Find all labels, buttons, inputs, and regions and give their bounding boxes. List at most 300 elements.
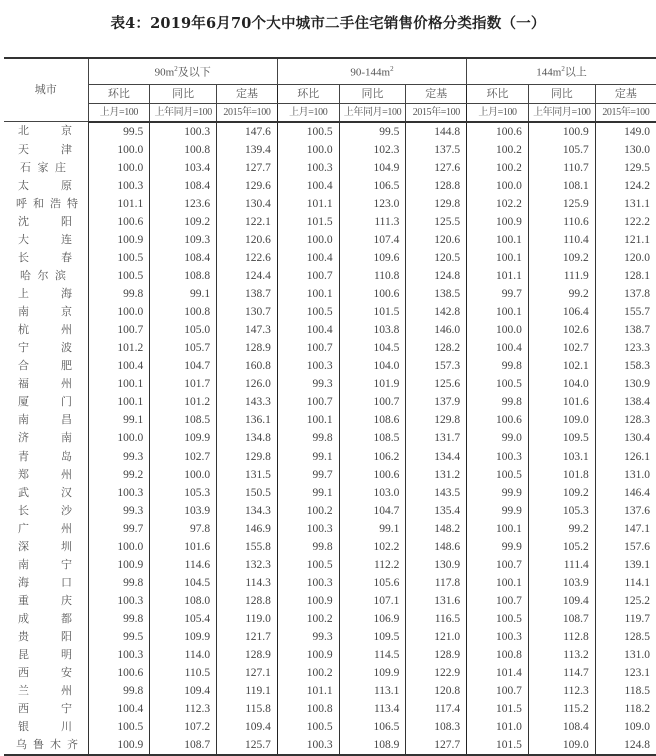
base-label-yoy: 上年同月=100 bbox=[150, 103, 217, 122]
value-cell: 130.9 bbox=[595, 375, 656, 393]
value-cell: 123.1 bbox=[595, 664, 656, 682]
value-cell: 105.7 bbox=[150, 339, 217, 357]
value-cell: 108.5 bbox=[339, 429, 406, 447]
value-cell: 100.5 bbox=[467, 610, 529, 628]
value-cell: 105.0 bbox=[150, 321, 217, 339]
value-cell: 99.1 bbox=[339, 520, 406, 538]
value-cell: 100.7 bbox=[339, 393, 406, 411]
subheader-fixed-base: 定基 bbox=[595, 84, 656, 103]
value-cell: 100.5 bbox=[467, 375, 529, 393]
value-cell: 121.7 bbox=[217, 628, 278, 646]
city-cell bbox=[4, 646, 88, 664]
value-cell: 109.9 bbox=[339, 664, 406, 682]
value-cell: 124.8 bbox=[595, 736, 656, 755]
value-cell: 101.5 bbox=[339, 303, 406, 321]
value-cell: 106.4 bbox=[528, 303, 595, 321]
city-name: 北京 bbox=[18, 125, 72, 138]
city-name: 青岛 bbox=[18, 450, 72, 463]
value-cell: 100.1 bbox=[277, 285, 339, 303]
table-row bbox=[4, 628, 656, 646]
value-cell: 146.4 bbox=[595, 484, 656, 502]
table-row bbox=[4, 520, 656, 538]
value-cell: 100.1 bbox=[467, 231, 529, 249]
value-cell: 102.7 bbox=[150, 448, 217, 466]
value-cell: 107.1 bbox=[339, 592, 406, 610]
value-cell: 118.2 bbox=[595, 700, 656, 718]
table-row bbox=[4, 429, 656, 447]
value-cell: 105.3 bbox=[528, 502, 595, 520]
value-cell: 138.4 bbox=[595, 393, 656, 411]
value-cell: 104.0 bbox=[528, 375, 595, 393]
value-cell: 100.2 bbox=[277, 664, 339, 682]
value-cell: 102.2 bbox=[467, 195, 529, 213]
value-cell: 114.5 bbox=[339, 646, 406, 664]
base-label-fixed-base: 2015年=100 bbox=[595, 103, 656, 122]
table-row bbox=[4, 122, 656, 141]
value-cell: 100.6 bbox=[467, 411, 529, 429]
value-cell: 99.1 bbox=[277, 448, 339, 466]
subheader-fixed-base: 定基 bbox=[406, 84, 467, 103]
value-cell: 109.9 bbox=[150, 429, 217, 447]
value-cell: 99.3 bbox=[88, 448, 150, 466]
value-cell: 100.2 bbox=[467, 141, 529, 159]
table-row bbox=[4, 141, 656, 159]
value-cell: 130.4 bbox=[595, 429, 656, 447]
value-cell: 100.9 bbox=[88, 556, 150, 574]
value-cell: 99.7 bbox=[277, 466, 339, 484]
city-name: 贵阳 bbox=[18, 630, 72, 643]
table-row bbox=[4, 231, 656, 249]
city-cell bbox=[4, 682, 88, 700]
city-cell bbox=[4, 556, 88, 574]
value-cell: 119.0 bbox=[217, 610, 278, 628]
value-cell: 104.0 bbox=[339, 357, 406, 375]
value-cell: 111.3 bbox=[339, 213, 406, 231]
value-cell: 131.1 bbox=[595, 195, 656, 213]
value-cell: 100.3 bbox=[467, 448, 529, 466]
value-cell: 109.0 bbox=[528, 736, 595, 755]
value-cell: 109.2 bbox=[528, 249, 595, 267]
value-cell: 143.3 bbox=[217, 393, 278, 411]
value-cell: 109.9 bbox=[150, 628, 217, 646]
value-cell: 101.6 bbox=[528, 393, 595, 411]
value-cell: 99.9 bbox=[467, 484, 529, 502]
value-cell: 101.5 bbox=[277, 213, 339, 231]
value-cell: 101.7 bbox=[150, 375, 217, 393]
city-name: 呼和浩特 bbox=[16, 197, 78, 210]
value-cell: 131.0 bbox=[595, 646, 656, 664]
value-cell: 99.5 bbox=[88, 628, 150, 646]
value-cell: 100.1 bbox=[88, 375, 150, 393]
value-cell: 100.4 bbox=[277, 249, 339, 267]
city-name: 长春 bbox=[18, 252, 72, 264]
value-cell: 101.9 bbox=[339, 375, 406, 393]
table-row bbox=[4, 321, 656, 339]
value-cell: 114.7 bbox=[528, 664, 595, 682]
value-cell: 106.9 bbox=[339, 610, 406, 628]
value-cell: 123.0 bbox=[339, 195, 406, 213]
city-cell bbox=[4, 267, 88, 285]
value-cell: 146.0 bbox=[406, 321, 467, 339]
city-name: 南宁 bbox=[18, 558, 72, 571]
group-header-144-above: $144m^2$以上 bbox=[467, 58, 656, 84]
value-cell: 101.1 bbox=[277, 682, 339, 700]
value-cell: 107.2 bbox=[150, 718, 217, 736]
value-cell: 108.4 bbox=[150, 177, 217, 195]
table-body bbox=[4, 122, 656, 756]
city-cell bbox=[4, 502, 88, 520]
base-label-yoy: 上年同月=100 bbox=[339, 103, 406, 122]
value-cell: 143.5 bbox=[406, 484, 467, 502]
value-cell: 109.4 bbox=[217, 718, 278, 736]
value-cell: 99.8 bbox=[88, 285, 150, 303]
value-cell: 120.5 bbox=[406, 249, 467, 267]
city-cell bbox=[4, 393, 88, 411]
table-row bbox=[4, 736, 656, 755]
subheader-yoy: 同比 bbox=[528, 84, 595, 103]
table-row bbox=[4, 538, 656, 556]
value-cell: 100.3 bbox=[277, 159, 339, 177]
value-cell: 100.2 bbox=[467, 159, 529, 177]
value-cell: 117.8 bbox=[406, 574, 467, 592]
table-row bbox=[4, 718, 656, 736]
value-cell: 104.9 bbox=[339, 159, 406, 177]
value-cell: 100.5 bbox=[88, 249, 150, 267]
value-cell: 124.2 bbox=[595, 177, 656, 195]
value-cell: 131.6 bbox=[406, 592, 467, 610]
value-cell: 108.0 bbox=[150, 592, 217, 610]
city-name: 郑州 bbox=[18, 468, 72, 481]
value-cell: 101.6 bbox=[150, 538, 217, 556]
value-cell: 100.6 bbox=[339, 466, 406, 484]
value-cell: 142.8 bbox=[406, 303, 467, 321]
table-header bbox=[4, 58, 656, 122]
value-cell: 100.7 bbox=[277, 267, 339, 285]
value-cell: 101.1 bbox=[467, 267, 529, 285]
value-cell: 109.0 bbox=[595, 718, 656, 736]
value-cell: 100.0 bbox=[88, 159, 150, 177]
value-cell: 114.6 bbox=[150, 556, 217, 574]
subheader-yoy: 同比 bbox=[339, 84, 406, 103]
city-name: 兰州 bbox=[18, 685, 72, 698]
city-name: 沈阳 bbox=[18, 215, 72, 228]
value-cell: 118.5 bbox=[595, 682, 656, 700]
value-cell: 128.9 bbox=[217, 339, 278, 357]
value-cell: 99.8 bbox=[277, 429, 339, 447]
value-cell: 129.8 bbox=[406, 411, 467, 429]
value-cell: 134.3 bbox=[217, 502, 278, 520]
value-cell: 100.3 bbox=[150, 122, 217, 141]
value-cell: 137.5 bbox=[406, 141, 467, 159]
value-cell: 100.9 bbox=[277, 646, 339, 664]
value-cell: 104.5 bbox=[150, 574, 217, 592]
table-row bbox=[4, 411, 656, 429]
value-cell: 103.9 bbox=[150, 502, 217, 520]
base-label-mom: 上月=100 bbox=[277, 103, 339, 122]
value-cell: 155.7 bbox=[595, 303, 656, 321]
value-cell: 119.1 bbox=[217, 682, 278, 700]
base-label-fixed-base: 2015年=100 bbox=[217, 103, 278, 122]
value-cell: 100.1 bbox=[467, 520, 529, 538]
table-row bbox=[4, 213, 656, 231]
value-cell: 100.4 bbox=[88, 357, 150, 375]
table-row bbox=[4, 574, 656, 592]
value-cell: 129.6 bbox=[217, 177, 278, 195]
value-cell: 104.7 bbox=[339, 502, 406, 520]
value-cell: 100.3 bbox=[277, 574, 339, 592]
value-cell: 102.3 bbox=[339, 141, 406, 159]
value-cell: 100.8 bbox=[150, 141, 217, 159]
value-cell: 110.6 bbox=[528, 213, 595, 231]
value-cell: 109.2 bbox=[528, 484, 595, 502]
value-cell: 128.8 bbox=[217, 592, 278, 610]
city-name: 海口 bbox=[18, 576, 72, 589]
value-cell: 100.2 bbox=[277, 502, 339, 520]
city-name: 宁波 bbox=[18, 342, 72, 355]
value-cell: 126.0 bbox=[217, 375, 278, 393]
value-cell: 106.2 bbox=[339, 448, 406, 466]
value-cell: 100.5 bbox=[467, 466, 529, 484]
value-cell: 103.1 bbox=[528, 448, 595, 466]
value-cell: 99.5 bbox=[88, 122, 150, 141]
value-cell: 100.3 bbox=[88, 177, 150, 195]
value-cell: 100.5 bbox=[277, 303, 339, 321]
value-cell: 127.6 bbox=[406, 159, 467, 177]
value-cell: 109.4 bbox=[528, 592, 595, 610]
city-cell bbox=[4, 574, 88, 592]
city-name: 西宁 bbox=[18, 703, 72, 716]
value-cell: 130.0 bbox=[595, 141, 656, 159]
value-cell: 113.4 bbox=[339, 700, 406, 718]
value-cell: 100.0 bbox=[88, 303, 150, 321]
value-cell: 114.1 bbox=[595, 574, 656, 592]
value-cell: 108.7 bbox=[528, 610, 595, 628]
value-cell: 100.1 bbox=[467, 303, 529, 321]
value-cell: 108.4 bbox=[150, 249, 217, 267]
city-cell bbox=[4, 303, 88, 321]
value-cell: 129.8 bbox=[217, 448, 278, 466]
value-cell: 101.5 bbox=[467, 700, 529, 718]
value-cell: 137.6 bbox=[595, 502, 656, 520]
value-cell: 109.6 bbox=[339, 249, 406, 267]
value-cell: 127.7 bbox=[406, 736, 467, 755]
value-cell: 132.3 bbox=[217, 556, 278, 574]
city-cell bbox=[4, 664, 88, 682]
value-cell: 100.2 bbox=[277, 610, 339, 628]
value-cell: 109.3 bbox=[150, 231, 217, 249]
city-cell bbox=[4, 249, 88, 267]
city-name: 哈尔滨 bbox=[20, 270, 66, 283]
value-cell: 108.5 bbox=[150, 411, 217, 429]
value-cell: 100.3 bbox=[88, 646, 150, 664]
value-cell: 100.4 bbox=[88, 700, 150, 718]
value-cell: 110.8 bbox=[339, 267, 406, 285]
value-cell: 101.2 bbox=[150, 393, 217, 411]
value-cell: 122.6 bbox=[217, 249, 278, 267]
value-cell: 108.6 bbox=[339, 411, 406, 429]
value-cell: 100.1 bbox=[88, 393, 150, 411]
value-cell: 100.5 bbox=[88, 718, 150, 736]
table-row bbox=[4, 610, 656, 628]
city-name: 广州 bbox=[18, 522, 72, 535]
city-cell bbox=[4, 610, 88, 628]
city-name: 厦门 bbox=[18, 396, 72, 409]
value-cell: 100.0 bbox=[277, 231, 339, 249]
value-cell: 104.7 bbox=[150, 357, 217, 375]
city-cell bbox=[4, 339, 88, 357]
city-name: 西安 bbox=[18, 667, 72, 680]
value-cell: 113.2 bbox=[528, 646, 595, 664]
value-cell: 99.1 bbox=[277, 484, 339, 502]
value-cell: 128.8 bbox=[406, 177, 467, 195]
city-name: 大连 bbox=[18, 233, 72, 246]
city-cell bbox=[4, 195, 88, 213]
city-cell bbox=[4, 538, 88, 556]
value-cell: 105.3 bbox=[150, 484, 217, 502]
value-cell: 125.7 bbox=[217, 736, 278, 755]
value-cell: 123.3 bbox=[595, 339, 656, 357]
table-row bbox=[4, 249, 656, 267]
value-cell: 99.3 bbox=[277, 375, 339, 393]
value-cell: 110.4 bbox=[528, 231, 595, 249]
city-cell bbox=[4, 375, 88, 393]
value-cell: 103.4 bbox=[150, 159, 217, 177]
city-name: 合肥 bbox=[18, 360, 72, 373]
table-row bbox=[4, 393, 656, 411]
value-cell: 124.8 bbox=[406, 267, 467, 285]
city-cell bbox=[4, 466, 88, 484]
value-cell: 125.5 bbox=[406, 213, 467, 231]
value-cell: 144.8 bbox=[406, 122, 467, 141]
value-cell: 103.0 bbox=[339, 484, 406, 502]
value-cell: 100.3 bbox=[88, 592, 150, 610]
value-cell: 100.6 bbox=[467, 122, 529, 141]
value-cell: 125.6 bbox=[406, 375, 467, 393]
value-cell: 101.2 bbox=[88, 339, 150, 357]
value-cell: 131.2 bbox=[406, 466, 467, 484]
value-cell: 99.9 bbox=[467, 502, 529, 520]
value-cell: 128.9 bbox=[217, 646, 278, 664]
city-cell bbox=[4, 700, 88, 718]
value-cell: 122.1 bbox=[217, 213, 278, 231]
value-cell: 100.3 bbox=[277, 357, 339, 375]
table-row bbox=[4, 556, 656, 574]
value-cell: 113.1 bbox=[339, 682, 406, 700]
value-cell: 130.9 bbox=[406, 556, 467, 574]
value-cell: 138.7 bbox=[595, 321, 656, 339]
value-cell: 137.9 bbox=[406, 393, 467, 411]
value-cell: 110.7 bbox=[528, 159, 595, 177]
city-column-header: 城市 bbox=[4, 58, 88, 122]
value-cell: 148.2 bbox=[406, 520, 467, 538]
value-cell: 128.9 bbox=[406, 646, 467, 664]
value-cell: 100.9 bbox=[467, 213, 529, 231]
value-cell: 128.3 bbox=[595, 411, 656, 429]
value-cell: 99.2 bbox=[528, 285, 595, 303]
city-name: 太原 bbox=[18, 179, 72, 192]
value-cell: 100.3 bbox=[88, 484, 150, 502]
city-cell bbox=[4, 718, 88, 736]
value-cell: 125.9 bbox=[528, 195, 595, 213]
value-cell: 130.4 bbox=[217, 195, 278, 213]
value-cell: 147.3 bbox=[217, 321, 278, 339]
table-row bbox=[4, 502, 656, 520]
city-cell bbox=[4, 177, 88, 195]
value-cell: 109.2 bbox=[150, 213, 217, 231]
value-cell: 108.7 bbox=[150, 736, 217, 755]
city-cell bbox=[4, 520, 88, 538]
value-cell: 120.8 bbox=[406, 682, 467, 700]
table-row bbox=[4, 285, 656, 303]
city-name: 重庆 bbox=[18, 594, 72, 607]
value-cell: 149.0 bbox=[595, 122, 656, 141]
table-row bbox=[4, 159, 656, 177]
value-cell: 99.7 bbox=[467, 285, 529, 303]
city-name: 天津 bbox=[18, 143, 72, 156]
city-cell bbox=[4, 448, 88, 466]
table-row bbox=[4, 664, 656, 682]
value-cell: 103.8 bbox=[339, 321, 406, 339]
value-cell: 116.5 bbox=[406, 610, 467, 628]
value-cell: 100.9 bbox=[88, 736, 150, 755]
subheader-mom: 环比 bbox=[88, 84, 150, 103]
table-title: 表4：2019年6月70个大中城市二手住宅销售价格分类指数（一） bbox=[110, 15, 546, 32]
value-cell: 100.8 bbox=[467, 646, 529, 664]
value-cell: 99.2 bbox=[528, 520, 595, 538]
subheader-fixed-base: 定基 bbox=[217, 84, 278, 103]
value-cell: 100.7 bbox=[467, 592, 529, 610]
value-cell: 109.0 bbox=[528, 411, 595, 429]
value-cell: 128.1 bbox=[595, 267, 656, 285]
value-cell: 157.3 bbox=[406, 357, 467, 375]
value-cell: 100.4 bbox=[277, 177, 339, 195]
value-cell: 106.5 bbox=[339, 177, 406, 195]
value-cell: 99.0 bbox=[467, 429, 529, 447]
value-cell: 139.4 bbox=[217, 141, 278, 159]
city-name: 南昌 bbox=[18, 414, 72, 427]
value-cell: 129.8 bbox=[406, 195, 467, 213]
table-row bbox=[4, 267, 656, 285]
value-cell: 112.8 bbox=[528, 628, 595, 646]
table-row bbox=[4, 339, 656, 357]
city-name: 上海 bbox=[18, 288, 72, 301]
value-cell: 127.7 bbox=[217, 159, 278, 177]
city-cell bbox=[4, 628, 88, 646]
value-cell: 119.7 bbox=[595, 610, 656, 628]
value-cell: 100.0 bbox=[88, 538, 150, 556]
value-cell: 99.8 bbox=[467, 393, 529, 411]
value-cell: 101.8 bbox=[528, 466, 595, 484]
value-cell: 128.5 bbox=[595, 628, 656, 646]
base-label-mom: 上月=100 bbox=[88, 103, 150, 122]
table-row bbox=[4, 682, 656, 700]
value-cell: 101.5 bbox=[467, 736, 529, 755]
value-cell: 99.8 bbox=[277, 538, 339, 556]
value-cell: 123.6 bbox=[150, 195, 217, 213]
value-cell: 110.5 bbox=[150, 664, 217, 682]
value-cell: 100.9 bbox=[277, 592, 339, 610]
table-row bbox=[4, 375, 656, 393]
value-cell: 108.9 bbox=[339, 736, 406, 755]
value-cell: 100.7 bbox=[467, 682, 529, 700]
value-cell: 100.0 bbox=[277, 141, 339, 159]
subheader-yoy: 同比 bbox=[150, 84, 217, 103]
value-cell: 130.7 bbox=[217, 303, 278, 321]
city-cell bbox=[4, 141, 88, 159]
value-cell: 100.1 bbox=[467, 574, 529, 592]
value-cell: 102.7 bbox=[528, 339, 595, 357]
city-name: 乌鲁木齐 bbox=[16, 739, 78, 752]
